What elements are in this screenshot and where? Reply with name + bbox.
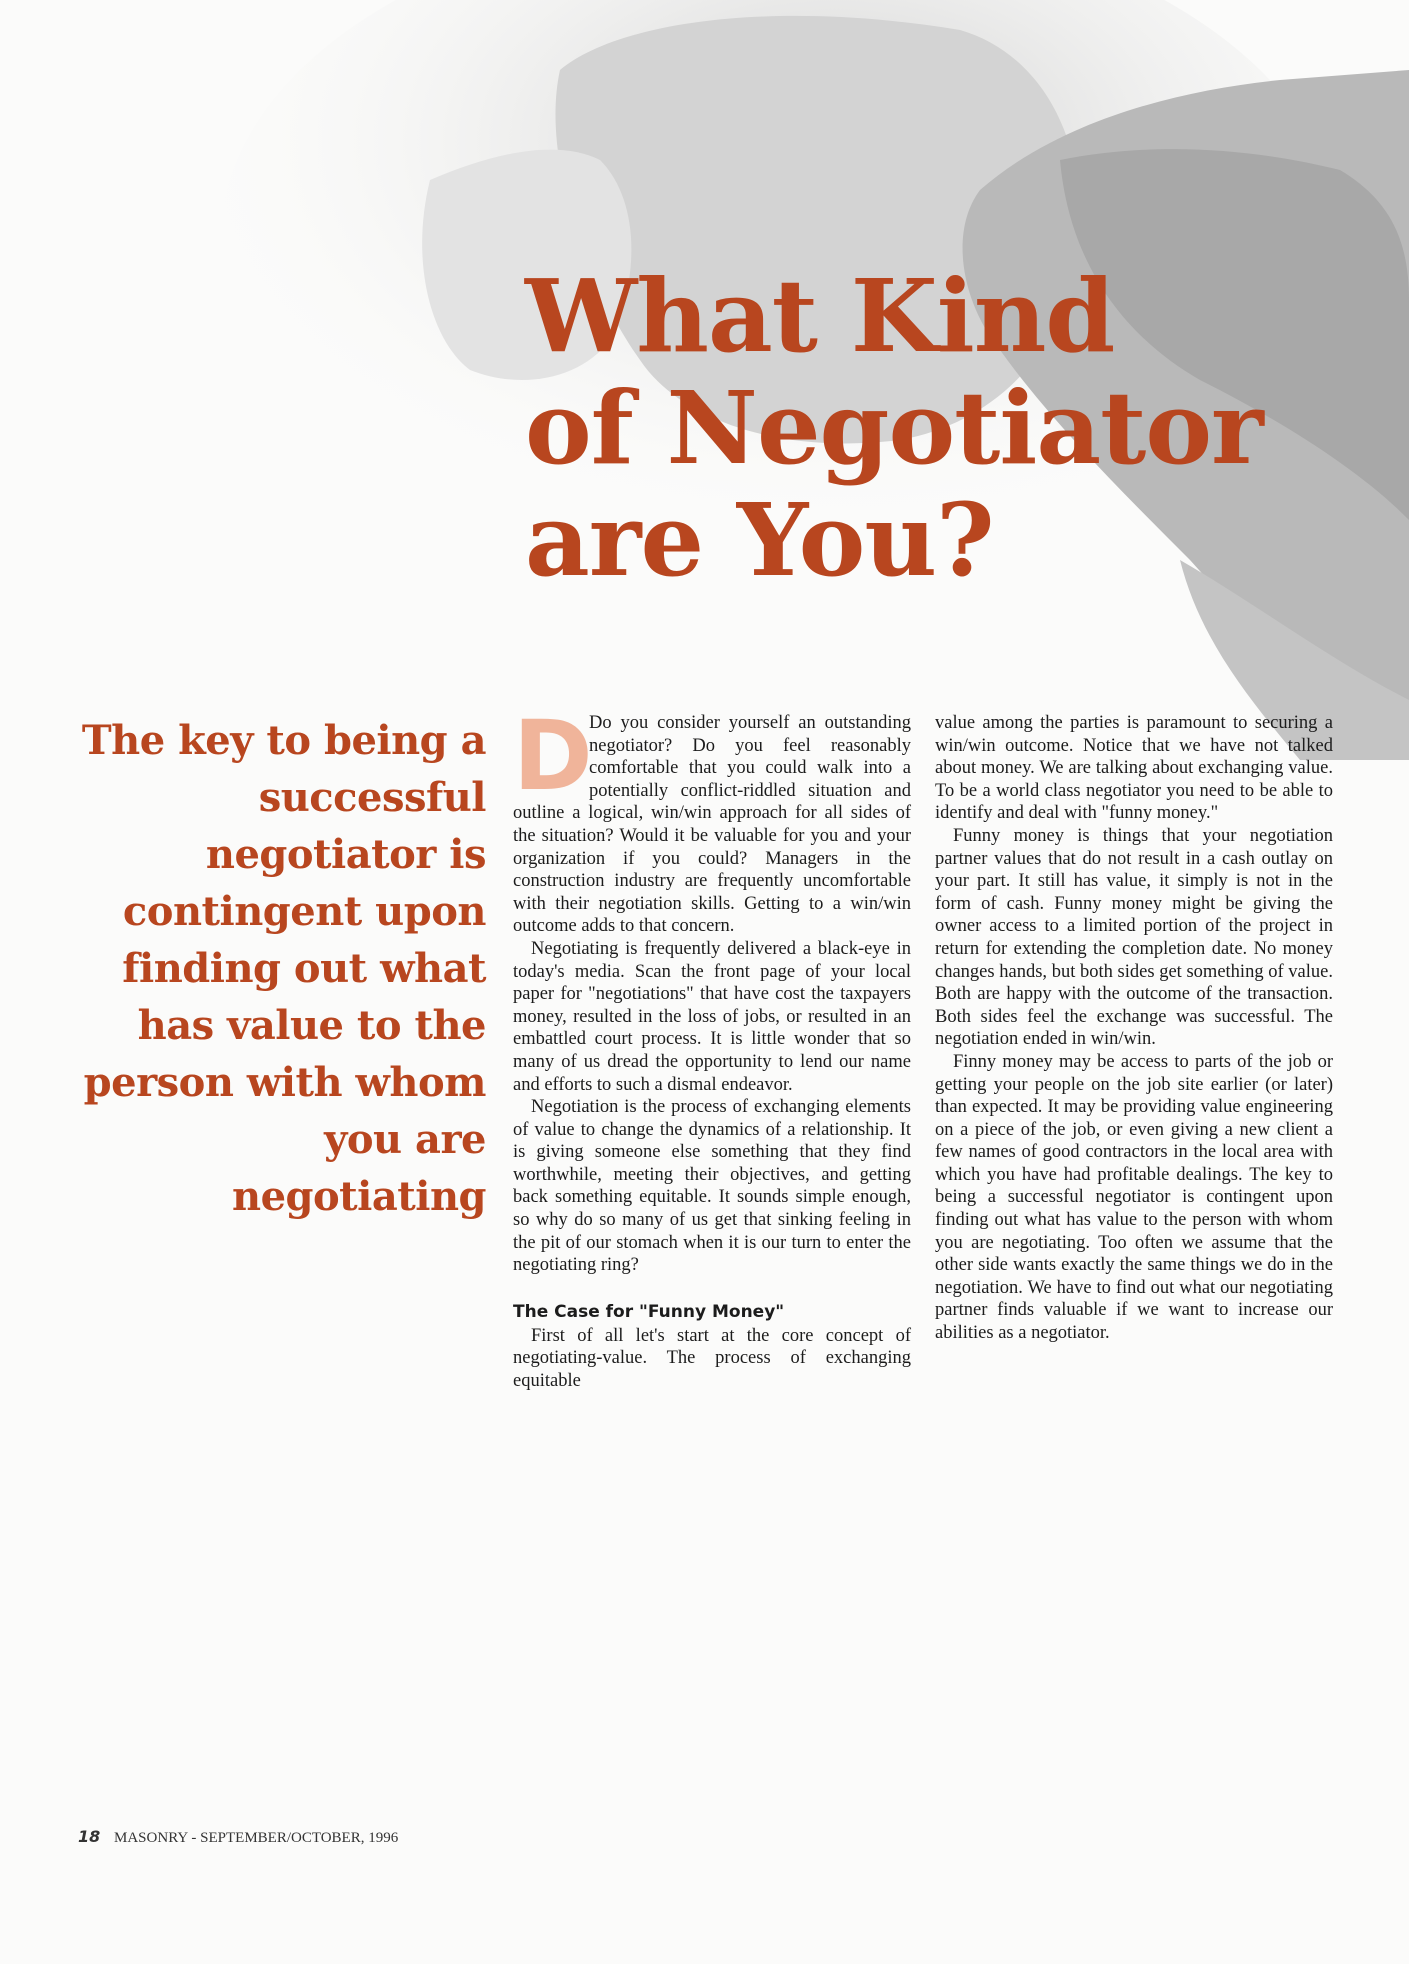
paragraph: Negotiation is the process of exchanging elements of value to change the dynamics of a relationship. It is giving someone else something that they find worthwhile, meeting their objectives, and getting back something equitable. It sounds simple enough, so why do so many of us get that sinking feeling in the pit of our stomach when it is our turn to enter the negotiating ring? — [513, 1097, 911, 1276]
paragraph: Finny money may be access to parts of the job or getting your people on the job site earlier (or later) than expected. It may be providing value engineering on a piece of the job, or even giving a new client a few names of good contractors in the local area with which you have had profitable dealings. The key to being a successful negotiator is contingent upon finding out what has value to the person with whom you are negotiating. Too often we assume that the other side wants exactly the same things we do in the negotiation. We have to find out what our negotiating partner finds valuable if we want to increase our abilities as a negotiator. — [935, 1051, 1333, 1344]
article-column-1 — [513, 700, 911, 1393]
article-column-2 — [935, 712, 1333, 1345]
drop-cap: D — [513, 700, 593, 812]
title-line-3: are You? — [525, 481, 994, 599]
pull-quote: The key to being a successful negotiator is contingent upon finding out what has value to the person with whom you are negotiating — [81, 717, 486, 1220]
section-subhead: The Case for "Funny Money" — [513, 1301, 785, 1322]
publication-info: MASONRY - SEPTEMBER/OCTOBER, 1996 — [114, 1830, 399, 1846]
paragraph: Funny money is things that your negotiation partner values that do not result in a cash outlay on your part. It still has value, it simply is not in the form of cash. Funny money might be giving the owner access to a limited portion of the project in return for extending the completion date. No money changes hands, but both sides get something of value. Both are happy with the outcome of the transaction. Both sides feel the exchange was successful. The negotiation ended in win/win. — [935, 825, 1333, 1050]
paragraph: First of all let's start at the core concept of negotiating-value. The process of exchanging equitable — [513, 1325, 911, 1392]
paragraph: Negotiating is frequently delivered a black-eye in today's media. Scan the front page of your local paper for "negotiations" that have cost the taxpayers money, resulted in the loss of jobs, or resulted in an embattled court process. It is little wonder that so many of us dread the opportunity to lend our name and efforts to such a dismal endeavor. — [513, 938, 911, 1095]
page-number: 18 — [78, 1827, 101, 1846]
title-line-2: of Negotiator — [525, 369, 1263, 487]
title-line-1: What Kind — [525, 257, 1115, 375]
paragraph: Do you consider yourself an outstanding negotiator? Do you feel reasonably comfortable that you could walk into a potentially conflict-riddled situation and outline a logical, win/win approach for all sides of the situation? Would it be valuable for you and your organization if you could? Managers in the construction industry are frequently uncomfortable with their negotiation skills. Getting to a win/win outcome adds to that concern. — [513, 713, 911, 937]
page-footer — [78, 1827, 398, 1847]
article-title — [525, 257, 1263, 599]
paragraph: value among the parties is paramount to securing a win/win outcome. Notice that we have not talked about money. We are talking about exchanging value. To be a world class negotiator you need to be able to identify and deal with "funny money." — [935, 713, 1333, 824]
